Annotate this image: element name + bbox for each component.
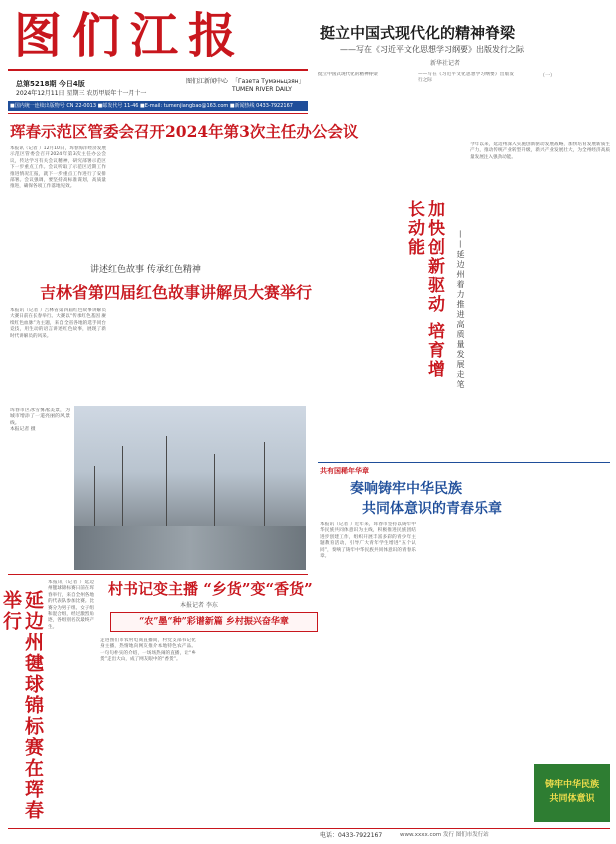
top-right-subtitle: ——写在《习近平文化思想学习纲要》出版发行之际: [340, 45, 524, 54]
korean-name: 「Газета Тумэньцзян」: [232, 78, 305, 85]
left-rule: [8, 574, 308, 575]
photo-caption: [10, 408, 70, 558]
lead-headline: 珲春示范区管委会召开2024年第3次主任办公会议: [10, 122, 359, 141]
bottom-right-col-2: [420, 522, 516, 758]
bottom-center-col-1: [100, 638, 196, 828]
lead-col-1: [10, 146, 106, 258]
masthead-logo: 图们江报: [14, 8, 247, 64]
masthead-divider: [8, 69, 308, 71]
bottom-right-rule: [318, 462, 610, 463]
bottom-center-box-title: “农”墨“种”彩谱新篇 乡村振兴奋华章: [139, 617, 289, 627]
river-photo: [74, 406, 306, 570]
bottom-right-body: 本报讯（记者 ）近年来，珲春市坚持以铸牢中华民族共同体意识为主线，积极推进民族团结进步创建工作，组织开展丰富多彩的青少年主题教育活动，引导广大青年学生增进“五个认同”，奏响了铸牢中华民族共同体意识的青春乐章。: [320, 522, 416, 560]
english-name: TUMEN RIVER DAILY: [232, 86, 292, 93]
masthead-names: [186, 78, 228, 86]
footer-phone: [320, 830, 382, 839]
footer-phone-label: 电话：: [320, 832, 339, 839]
lead-col-3: [210, 146, 306, 258]
bottom-center-body: 走进图们市农村电商直播间，村党支部书记化身主播，热情地向网友推介本地特色农产品。一句句朴实的介绍，一场场热闹的直播，让“乡货”走出大山，成了网友眼中的“香货”。: [100, 638, 196, 663]
bottom-right-banner: [534, 764, 610, 822]
mid-right-vertical-sub: ——延边州着力推进高质量发展走笔: [456, 230, 465, 390]
top-right-text-2: ——写在《习近平文化思想学习纲要》出版发行之际: [418, 72, 514, 84]
masthead-foreign-names: [232, 78, 305, 94]
footer-url: www.xxxx.com 发行 图们市发行站: [400, 832, 489, 838]
second-col-3: [210, 308, 306, 404]
bottom-center-box: [110, 612, 318, 632]
photo-caption-text: 珲春市区冰雪雾凇美景，为城市增添了一道亮丽的风景线。: [10, 408, 70, 426]
second-col-1: [10, 308, 106, 404]
banner-line-1: 铸牢中华民族: [544, 780, 599, 790]
vertical-left-text: 本报讯（记者 ）延边州毽球锦标赛日前在珲春举行，来自全州各地的代表队参加比赛。比赛分为男子组、女子组和混合组，经过激烈角逐，各组别名次最终产生。: [48, 580, 94, 630]
mid-right-col-2: [470, 142, 610, 428]
section-number: （一）: [540, 73, 556, 79]
bottom-right-headline-1: 奏响铸牢中华民族: [350, 481, 462, 497]
footer-phone-number: 0433-7922167: [338, 832, 383, 839]
bottom-right-headline-2: 共同体意识的青春乐章: [362, 501, 502, 517]
bottom-right-col-1: [320, 522, 416, 758]
bottom-right-section-tag: 共有国稀年华章: [320, 466, 369, 475]
footer-rule: [8, 828, 610, 829]
second-headline: 吉林省第四届红色故事讲解员大赛举行: [40, 283, 313, 302]
vertical-left-title: 延边州毽球锦标赛在珲春举行: [0, 590, 44, 821]
masthead-issue-info: [16, 80, 146, 98]
bottom-right-col-3: [518, 522, 610, 758]
second-body: 本报讯（记者 ）吉林省第四届红色故事讲解员大赛日前在长春举行。大赛以“传承红色基因 赓续红色血脉”为主题，来自全省各地的选手同台竞技，用生动的语言讲述红色故事，展现了新时代讲解员的风采。: [10, 308, 106, 339]
banner-line-2: 共同体意识: [549, 794, 595, 804]
lead-rule: [8, 113, 308, 114]
office-name: 图们江新闻中心: [186, 78, 229, 85]
bottom-center-col-2: [200, 638, 308, 828]
lead-col-2: [110, 146, 206, 258]
mid-right-vertical-title: 加快创新驱动 培育增长动能: [404, 200, 444, 379]
ticker-text: ■国内统一连续出版物号 CN 22-0013 ■邮发代号 11-46 ■E-mail: tumenjiangbao@163.com ■新闻热线 0433-7922167: [10, 103, 293, 109]
date-line: 2024年12月11日 星期三 农历甲辰年十一月十一: [16, 90, 147, 97]
second-kicker: 讲述红色故事 传承红色精神: [90, 265, 201, 275]
bottom-center-headline: 村书记变主播 “乡货”变“香货”: [108, 580, 313, 598]
top-right-col-2: [418, 72, 514, 138]
bottom-center-byline: 本报记者 李东: [180, 602, 218, 609]
top-right-byline: 新华社记者: [430, 60, 461, 67]
top-right-title: 挺立中国式现代化的精神脊梁: [320, 24, 516, 42]
top-right-col-3: [518, 80, 610, 138]
photo-credit: 本报记者 摄: [10, 427, 36, 433]
issue-line: 总第5218期 今日4版: [16, 80, 85, 88]
top-right-text: 挺立中国式现代化的精神脊梁: [318, 72, 378, 77]
vertical-left-body: [48, 580, 94, 830]
mid-right-body: 今年以来，延边州深入实施创新驱动发展战略，加快培育发展新质生产力，推动传统产业转型升级，新兴产业发展壮大，为全州经济高质量发展注入强劲动能。: [470, 142, 610, 160]
lead-body: 本报讯（记者 ）12月10日，珲春海洋经济发展示范区管委会召开2024年第3次主任办公会议，传达学习有关会议精神，研究部署示范区下一步重点工作。会议听取了示范区近期工作推进情况汇报，就下一步重点工作进行了安排部署。会议强调，要坚持高标准谋划，高质量推进，确保各项工作落地见效。: [10, 146, 106, 190]
second-col-2: [110, 308, 206, 404]
mid-right-col-1: [320, 142, 400, 428]
